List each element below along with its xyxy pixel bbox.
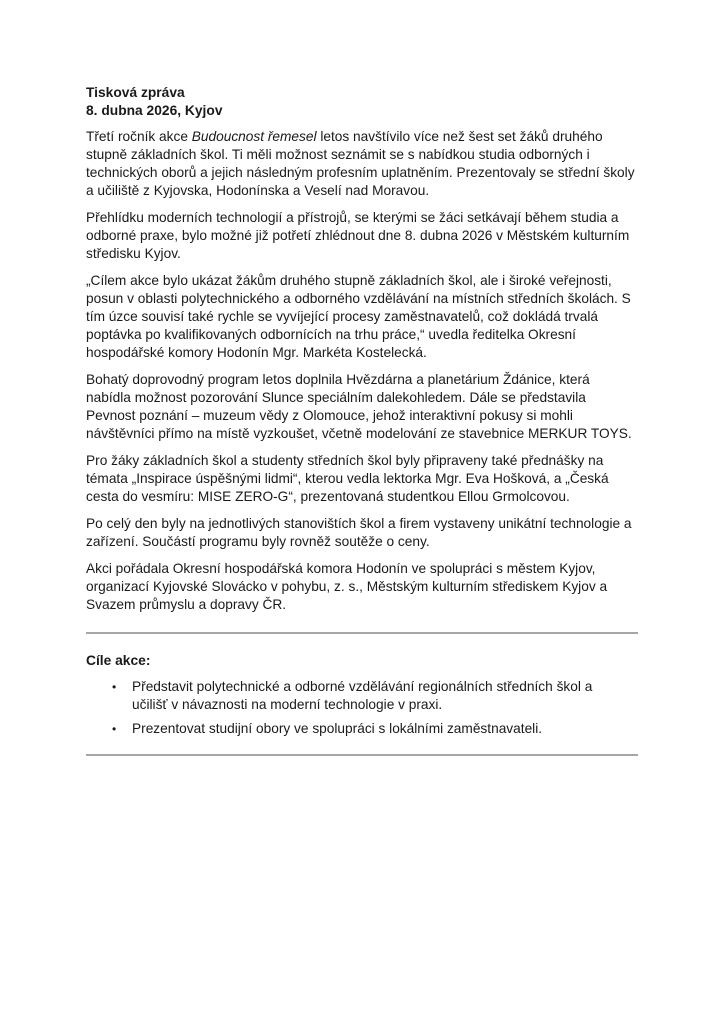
text-run: letos navštívilo více než šest set žáků druhého stupně základních škol. Ti měli možnost seznámit se s nabídkou studia odborných i technických oborů a jejich následným profesním uplatněním. Prezentovaly se střední školy a učiliště z Kyjovska, Hodonínska a Veselí nad Moravou. xyxy=(86,129,635,198)
text-run: „Cílem akce bylo ukázat žákům druhého stupně základních škol, ale i široké veřejnosti, posun v oblasti polytechnického a odborného vzdělávání na místních středních školách. S tím úzce souvisí také rychle se vyvíjející procesy zaměstnavatelů, což dokládá trvalá poptávka po kvalifikovaných odbornících na trhu práce,“ uvedla ředitelka Okresní hospodářské komory Hodonín Mgr. Markéta Kostelecká. xyxy=(86,273,631,360)
goals-list xyxy=(86,678,638,738)
paragraph xyxy=(86,272,638,362)
document-content xyxy=(86,84,638,756)
goal-text: Představit polytechnické a odborné vzdělávání regionálních středních škol a učilišť v návaznosti na moderní technologie v praxi. xyxy=(132,679,593,712)
paragraph xyxy=(86,128,638,200)
text-run: Přehlídku moderních technologií a přístrojů, se kterými se žáci setkávají během studia a odborné praxe, bylo možné již potřetí zhlédnout dne 8. dubna 2026 v Městském kulturním středisku Kyjov. xyxy=(86,210,630,261)
goals-heading: Cíle akce: xyxy=(86,653,151,668)
paragraph xyxy=(86,515,638,551)
document-dateline: 8. dubna 2026, Kyjov xyxy=(86,103,223,118)
document-body xyxy=(86,128,638,614)
text-run: Třetí ročník akce xyxy=(86,129,192,144)
text-run: Po celý den byly na jednotlivých stanovištích škol a firem vystaveny unikátní technologie a zařízení. Součástí programu byly rovněž soutěže o ceny. xyxy=(86,516,632,549)
text-run: Pro žáky základních škol a studenty středních škol byly připraveny také přednášky na témata „Inspirace úspěšnými lidmi“, kterou vedla lektorka Mgr. Eva Hošková, a „Česká cesta do vesmíru: MISE ZERO-G“, prezentovaná studentkou Ellou Grmolcovou. xyxy=(86,453,609,504)
paragraph xyxy=(86,371,638,443)
bullet-icon: • xyxy=(112,680,117,694)
paragraph xyxy=(86,452,638,506)
italic-text-run: Budoucnost řemesel xyxy=(191,129,317,144)
paragraph xyxy=(86,560,638,614)
goal-item xyxy=(86,678,638,714)
text-run: Bohatý doprovodný program letos doplnila Hvězdárna a planetárium Ždánice, která nabídla možnost pozorování Slunce speciálním dalekohledem. Dále se představila Pevnost poznání – muzeum vědy z Olomouce, jehož interaktivní pokusy si mohli návštěvníci přímo na místě vyzkoušet, včetně modelování ze stavebnice MERKUR TOYS. xyxy=(86,372,632,441)
paragraph xyxy=(86,209,638,263)
document-header xyxy=(86,84,638,120)
document-title: Tisková zpráva xyxy=(86,85,185,100)
bullet-icon: • xyxy=(112,722,117,736)
goals-section xyxy=(86,652,638,738)
section-divider-top xyxy=(86,632,638,634)
goal-text: Prezentovat studijní obory ve spolupráci s lokálními zaměstnavateli. xyxy=(132,721,543,736)
section-divider-bottom xyxy=(86,754,638,756)
text-run: Akci pořádala Okresní hospodářská komora Hodonín ve spolupráci s městem Kyjov, organizací Kyjovské Slovácko v pohybu, z. s., Městským kulturním střediskem Kyjov a Svazem průmyslu a dopravy ČR. xyxy=(86,561,608,612)
goal-item xyxy=(86,720,638,738)
